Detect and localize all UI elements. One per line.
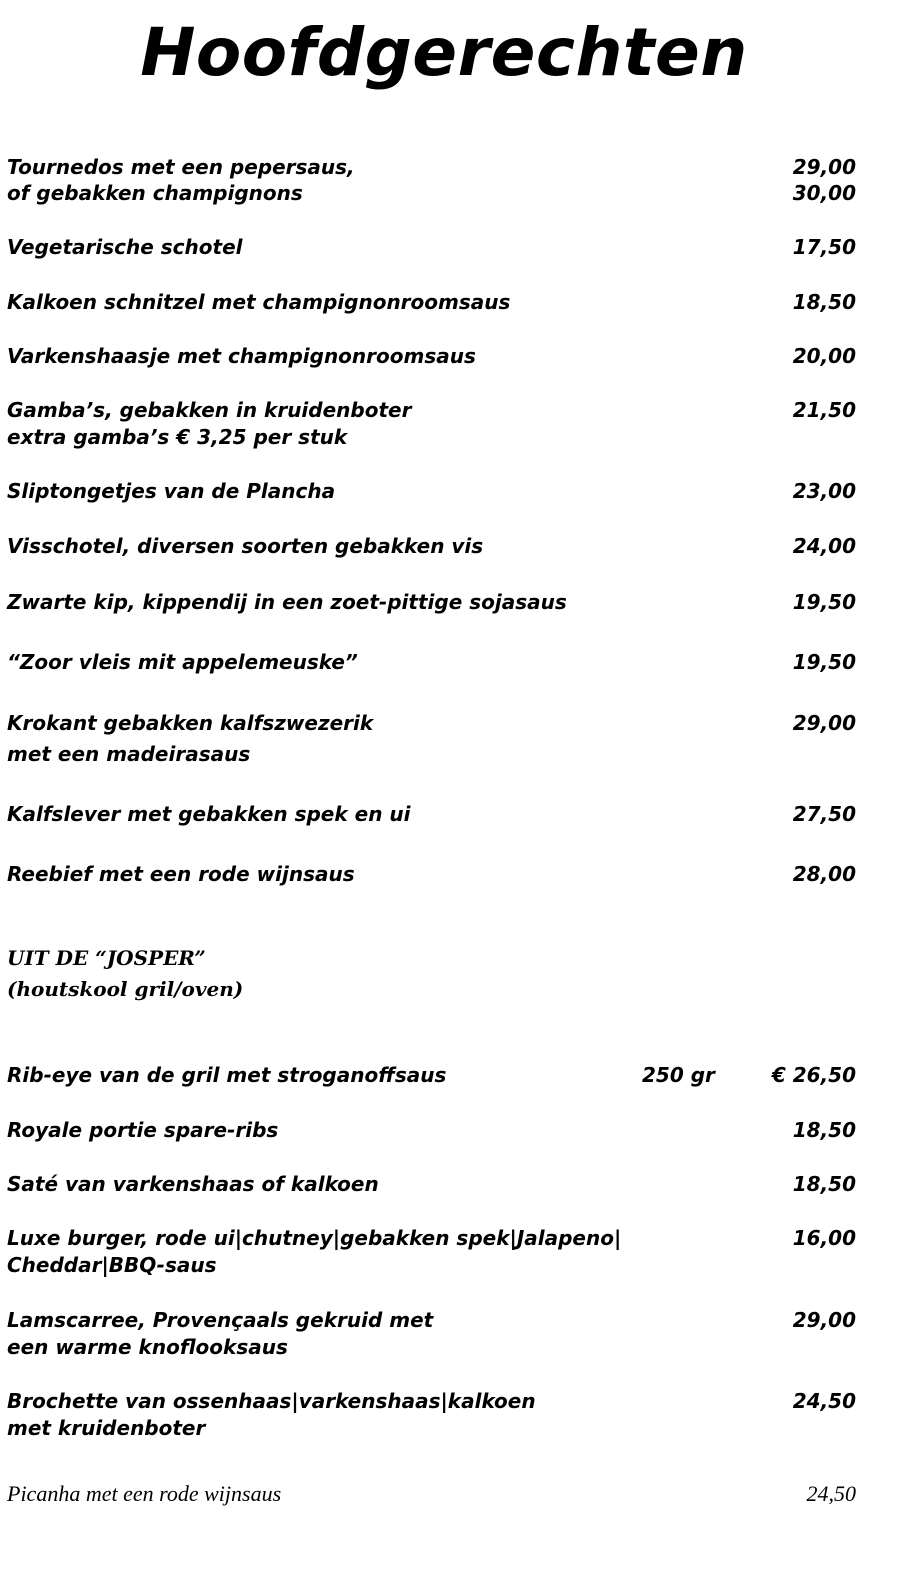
item-price: 29,00 <box>792 711 856 735</box>
item-detail: Cheddar|BBQ-saus <box>7 1253 217 1277</box>
item-name: Varkenshaasje met champignonroomsaus <box>7 344 476 368</box>
item-price: 24,00 <box>792 534 856 558</box>
item-price: 29,00 <box>792 155 856 179</box>
item-name: “Zoor vleis mit appelemeuske” <box>7 650 358 674</box>
item-name: Krokant gebakken kalfszwezerik <box>7 711 374 735</box>
item-price: 23,00 <box>792 479 856 503</box>
item-price: 19,50 <box>792 590 856 614</box>
item-name: Reebief met een rode wijnsaus <box>7 862 355 886</box>
item-name: Sliptongetjes van de Plancha <box>7 479 336 503</box>
item-name: Royale portie spare-ribs <box>7 1118 279 1142</box>
item-name: Saté van varkenshaas of kalkoen <box>7 1172 379 1196</box>
item-name: Luxe burger, rode ui|chutney|gebakken spek|Jalapeno| <box>7 1226 622 1250</box>
item-price: 17,50 <box>792 235 856 259</box>
item-price: 16,00 <box>792 1226 856 1250</box>
item-price: 20,00 <box>792 344 856 368</box>
item-detail: met kruidenboter <box>7 1416 206 1440</box>
item-price: € 26,50 <box>771 1063 856 1087</box>
item-detail: een warme knoflooksaus <box>7 1335 288 1359</box>
item-price: 24,50 <box>792 1389 856 1413</box>
item-name: Kalkoen schnitzel met champignonroomsaus <box>7 290 511 314</box>
item-name: Gamba’s, gebakken in kruidenboter <box>7 398 412 422</box>
item-name: Visschotel, diversen soorten gebakken vis <box>7 534 484 558</box>
page-title: Hoofdgerechten <box>140 14 748 91</box>
item-name: Vegetarische schotel <box>7 235 243 259</box>
section-heading: UIT DE “JOSPER” <box>7 946 206 970</box>
item-name: Rib-eye van de gril met stroganoffsaus <box>7 1063 447 1087</box>
item-name: Picanha met een rode wijnsaus <box>7 1481 282 1506</box>
item-name: Tournedos met een pepersaus, <box>7 155 355 179</box>
item-price: 19,50 <box>792 650 856 674</box>
item-price-alt: 30,00 <box>792 181 856 205</box>
item-price: 27,50 <box>792 802 856 826</box>
item-price: 21,50 <box>792 398 856 422</box>
section-subheading: (houtskool gril/oven) <box>7 977 244 1001</box>
item-name: Kalfslever met gebakken spek en ui <box>7 802 411 826</box>
item-price: 24,50 <box>806 1481 856 1506</box>
item-price: 18,50 <box>792 290 856 314</box>
item-price: 28,00 <box>792 862 856 886</box>
item-weight: 250 gr <box>642 1063 715 1087</box>
item-name: Zwarte kip, kippendij in een zoet-pittige sojasaus <box>7 590 567 614</box>
item-name: Lamscarree, Provençaals gekruid met <box>7 1308 434 1332</box>
item-price: 18,50 <box>792 1118 856 1142</box>
item-price: 29,00 <box>792 1308 856 1332</box>
item-price: 18,50 <box>792 1172 856 1196</box>
item-detail: met een madeirasaus <box>7 742 251 766</box>
item-detail: of gebakken champignons <box>7 181 303 205</box>
item-detail: extra gamba’s € 3,25 per stuk <box>7 425 348 449</box>
item-name: Brochette van ossenhaas|varkenshaas|kalkoen <box>7 1389 536 1413</box>
